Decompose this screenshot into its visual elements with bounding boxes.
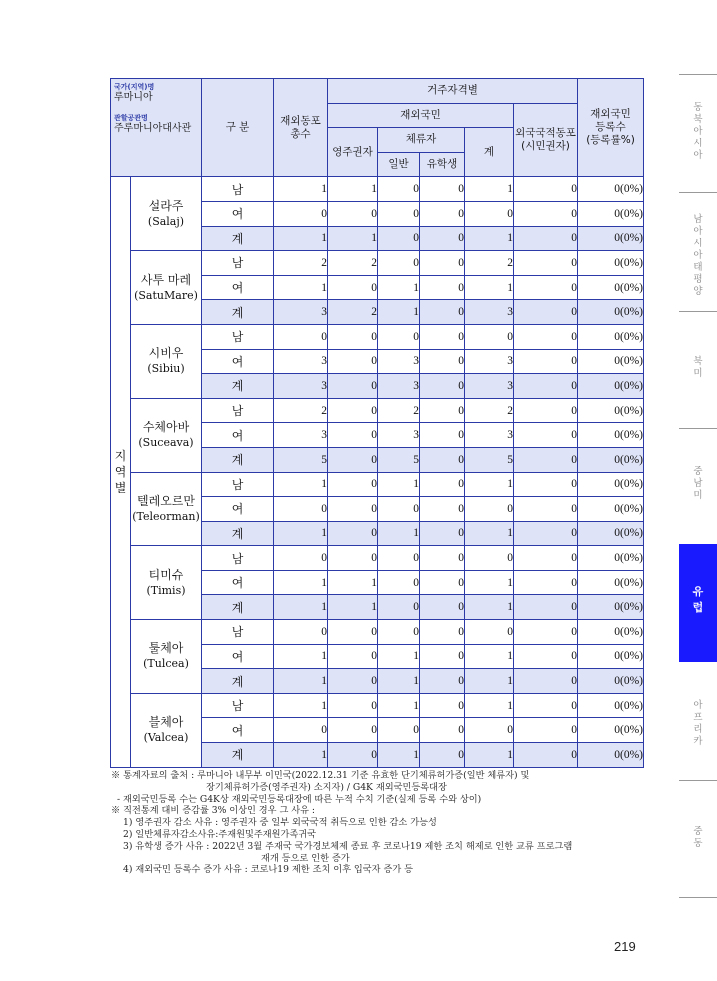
- table-cell: 0: [274, 546, 328, 571]
- table-cell: 0(0%): [578, 497, 644, 522]
- table-cell: 1: [465, 472, 514, 497]
- sidebar-tab-char: 중: [693, 826, 703, 837]
- table-cell: 0(0%): [578, 447, 644, 472]
- table-cell: 0: [420, 521, 465, 546]
- province-name: 설라주 (Salaj): [131, 177, 202, 251]
- table-cell: 5: [465, 447, 514, 472]
- table-cell: 0(0%): [578, 521, 644, 546]
- table-cell: 0: [514, 275, 578, 300]
- category-header: 구 분: [202, 79, 274, 177]
- table-cell: 0: [420, 570, 465, 595]
- table-row: [111, 177, 644, 202]
- table-cell: 1: [465, 521, 514, 546]
- sidebar-tab-char: 프: [693, 712, 703, 723]
- sidebar-tab-char: 태: [693, 262, 703, 273]
- table-cell: 0: [514, 349, 578, 374]
- table-cell: 2: [465, 398, 514, 423]
- table-cell: 0: [465, 620, 514, 645]
- table-cell: 1: [274, 693, 328, 718]
- table-cell: 1: [328, 570, 378, 595]
- table-cell: 0: [420, 177, 465, 202]
- table-cell: 0: [514, 201, 578, 226]
- row-category: 여: [202, 423, 274, 448]
- row-category: 여: [202, 275, 274, 300]
- table-cell: 0: [274, 201, 328, 226]
- table-cell: 1: [465, 743, 514, 768]
- table-cell: 5: [378, 447, 420, 472]
- table-row: [111, 620, 644, 645]
- table-cell: 1: [378, 521, 420, 546]
- row-category: 계: [202, 521, 274, 546]
- table-cell: 1: [465, 177, 514, 202]
- table-cell: 0(0%): [578, 251, 644, 276]
- note-line: 1) 영주권자 감소 사유 : 영주권자 중 일부 외국국적 취득으로 인한 감소 가능성: [123, 817, 437, 829]
- table-cell: 1: [274, 177, 328, 202]
- table-cell: 0: [378, 251, 420, 276]
- sidebar-tab-char: 유: [692, 585, 704, 598]
- table-cell: 0: [328, 497, 378, 522]
- table-cell: 1: [378, 472, 420, 497]
- sidebar-tab-northeast-asia[interactable]: [679, 102, 717, 170]
- table-cell: 0(0%): [578, 595, 644, 620]
- sidebar-tab-europe[interactable]: [679, 544, 717, 662]
- table-cell: 0: [514, 644, 578, 669]
- table-cell: 2: [274, 398, 328, 423]
- table-cell: 0: [420, 398, 465, 423]
- table-cell: 0: [328, 374, 378, 399]
- table-cell: 1: [378, 743, 420, 768]
- table-cell: 1: [274, 669, 328, 694]
- table-cell: 0: [514, 226, 578, 251]
- table-cell: 3: [378, 423, 420, 448]
- row-category: 계: [202, 743, 274, 768]
- table-cell: 1: [274, 226, 328, 251]
- statistics-table: [110, 78, 644, 768]
- table-cell: 0: [378, 226, 420, 251]
- table-cell: 1: [274, 570, 328, 595]
- table-cell: 1: [274, 595, 328, 620]
- row-category: 계: [202, 595, 274, 620]
- table-cell: 1: [465, 644, 514, 669]
- page-number: 219: [614, 939, 636, 954]
- sojourners-header: 체류자: [378, 128, 465, 153]
- note-line: 2) 일반체류자감소사유:주재원및주재원가족귀국: [123, 828, 316, 840]
- table-cell: 0: [328, 423, 378, 448]
- sidebar-tab-char: 아: [693, 226, 703, 237]
- table-cell: 0: [420, 423, 465, 448]
- row-category: 계: [202, 447, 274, 472]
- table-cell: 3: [274, 300, 328, 325]
- table-cell: 0: [420, 669, 465, 694]
- table-cell: 0: [420, 349, 465, 374]
- table-cell: 0: [420, 226, 465, 251]
- table-cell: 0: [514, 718, 578, 743]
- sidebar-divider: [679, 311, 717, 312]
- table-cell: 0(0%): [578, 226, 644, 251]
- table-row: [111, 398, 644, 423]
- row-category: 여: [202, 718, 274, 743]
- table-cell: 1: [328, 226, 378, 251]
- table-cell: 0: [420, 620, 465, 645]
- table-cell: 0: [514, 497, 578, 522]
- table-cell: 0(0%): [578, 177, 644, 202]
- table-cell: 0(0%): [578, 570, 644, 595]
- country-header-cell: [111, 79, 202, 177]
- table-cell: 0: [514, 693, 578, 718]
- table-cell: 3: [274, 374, 328, 399]
- row-category: 남: [202, 620, 274, 645]
- sidebar-tab-char: 북: [693, 114, 703, 125]
- table-cell: 0: [274, 324, 328, 349]
- sidebar-tab-south-asia-pacific[interactable]: [679, 214, 717, 298]
- note-line: 4) 재외국민 등록수 증가 사유 : 코로나19 제한 조치 이후 입국자 증가 등: [123, 864, 414, 876]
- sidebar-tab-africa[interactable]: [679, 700, 717, 752]
- table-cell: 0: [514, 251, 578, 276]
- table-cell: 0: [420, 546, 465, 571]
- note-line: ※ 통계자료의 출처 : 루마니아 내무부 이민국(2022.12.31 기준 유효한 단기체류허가증(일반 체류자) 및: [111, 770, 530, 781]
- row-category: 남: [202, 324, 274, 349]
- row-category: 남: [202, 177, 274, 202]
- sidebar-tab-char: 동: [693, 102, 703, 113]
- table-cell: 5: [274, 447, 328, 472]
- table-cell: 0: [378, 324, 420, 349]
- table-cell: 1: [328, 177, 378, 202]
- table-cell: 2: [328, 300, 378, 325]
- table-cell: 1: [378, 275, 420, 300]
- table-cell: 0(0%): [578, 546, 644, 571]
- table-cell: 1: [465, 669, 514, 694]
- sidebar-tab-char: 시: [693, 138, 703, 149]
- table-cell: 0: [420, 595, 465, 620]
- table-cell: 1: [274, 275, 328, 300]
- table-cell: 1: [378, 693, 420, 718]
- table-row: [111, 472, 644, 497]
- table-cell: 3: [465, 423, 514, 448]
- sidebar-divider: [679, 192, 717, 193]
- region-label: 지 역 별: [111, 177, 131, 767]
- row-category: 계: [202, 226, 274, 251]
- sidebar-tab-char: 중: [693, 466, 703, 477]
- table-cell: 3: [378, 349, 420, 374]
- registered-header: 재외국민 등록수 (등록률%): [578, 79, 644, 177]
- table-cell: 0: [514, 472, 578, 497]
- table-cell: 0: [420, 275, 465, 300]
- table-cell: 3: [465, 300, 514, 325]
- sidebar-tab-char: 평: [693, 274, 703, 285]
- row-category: 여: [202, 497, 274, 522]
- table-cell: 0: [328, 644, 378, 669]
- table-cell: 0: [420, 693, 465, 718]
- row-category: 여: [202, 201, 274, 226]
- table-cell: 0: [514, 595, 578, 620]
- sidebar-tab-char: 양: [693, 286, 703, 297]
- row-category: 계: [202, 374, 274, 399]
- table-cell: 0(0%): [578, 423, 644, 448]
- sidebar-tab-char: 미: [693, 368, 703, 379]
- table-cell: 0: [420, 447, 465, 472]
- table-cell: 0: [378, 595, 420, 620]
- row-category: 계: [202, 300, 274, 325]
- table-cell: 0: [328, 349, 378, 374]
- table-cell: 0: [274, 718, 328, 743]
- note-line: - 재외국민등록 수는 G4K상 재외국민등록대장에 따른 누적 수치 기준(실제 등록 수와 상이): [117, 793, 482, 805]
- table-cell: 0: [378, 497, 420, 522]
- table-cell: 0: [328, 743, 378, 768]
- table-cell: 2: [274, 251, 328, 276]
- province-name: 시비우 (Sibiu): [131, 324, 202, 398]
- sidebar-tab-char: 남: [693, 214, 703, 225]
- table-cell: 0(0%): [578, 275, 644, 300]
- table-cell: 1: [274, 743, 328, 768]
- sidebar-divider: [679, 780, 717, 781]
- table-cell: 1: [465, 570, 514, 595]
- table-cell: 0: [420, 201, 465, 226]
- table-cell: 0: [328, 447, 378, 472]
- table-cell: 0: [514, 177, 578, 202]
- table-cell: 0: [420, 497, 465, 522]
- sidebar-tab-latin-america[interactable]: [679, 466, 717, 506]
- sidebar-tab-char: 리: [693, 724, 703, 735]
- sidebar-tab-char: 시: [693, 238, 703, 249]
- table-cell: 0: [514, 374, 578, 399]
- province-name: 블체아 (Valcea): [131, 693, 202, 767]
- table-cell: 3: [465, 349, 514, 374]
- table-cell: 0: [420, 718, 465, 743]
- foreign-nationality-header: 외국국적동포 (시민권자): [514, 103, 578, 177]
- table-cell: 0: [328, 620, 378, 645]
- table-cell: 0: [328, 669, 378, 694]
- table-row: [111, 251, 644, 276]
- table-cell: 0(0%): [578, 398, 644, 423]
- table-row: [111, 693, 644, 718]
- sidebar-tab-char: 미: [693, 490, 703, 501]
- country-label: 국가(지역)명: [114, 83, 155, 91]
- table-cell: 0: [378, 177, 420, 202]
- table-cell: 0(0%): [578, 669, 644, 694]
- table-cell: 1: [274, 472, 328, 497]
- sidebar-tab-char: 아: [693, 150, 703, 161]
- office-label: 관할공관명: [114, 114, 148, 122]
- row-category: 여: [202, 570, 274, 595]
- sidebar-tab-char: 아: [693, 126, 703, 137]
- table-cell: 0(0%): [578, 718, 644, 743]
- students-header: 유학생: [420, 152, 465, 177]
- general-header: 일반: [378, 152, 420, 177]
- note-line: 3) 유학생 증가 사유 : 2022년 3월 주재국 국가경보체제 종료 후 코로나19 제한 조치 해제로 인한 교류 프로그램: [123, 840, 573, 852]
- table-cell: 1: [465, 226, 514, 251]
- sidebar-tab-char: 남: [693, 478, 703, 489]
- province-name: 티미슈 (Timis): [131, 546, 202, 620]
- table-cell: 1: [378, 300, 420, 325]
- sidebar-tab-middle-east[interactable]: [679, 826, 717, 852]
- table-cell: 0: [465, 324, 514, 349]
- table-cell: 0: [420, 472, 465, 497]
- table-cell: 0: [328, 275, 378, 300]
- table-cell: 0(0%): [578, 620, 644, 645]
- table-cell: 0(0%): [578, 374, 644, 399]
- table-row: [111, 324, 644, 349]
- table-cell: 0: [420, 374, 465, 399]
- table-cell: 0(0%): [578, 300, 644, 325]
- table-cell: 1: [328, 595, 378, 620]
- sidebar-tab-char: 동: [693, 838, 703, 849]
- sidebar-divider: [679, 428, 717, 429]
- table-cell: 0: [328, 521, 378, 546]
- table-cell: 0: [328, 718, 378, 743]
- sidebar-tab-char: 럽: [692, 601, 704, 614]
- table-cell: 0: [420, 644, 465, 669]
- table-cell: 0: [274, 620, 328, 645]
- row-category: 남: [202, 546, 274, 571]
- table-cell: 3: [378, 374, 420, 399]
- table-cell: 0(0%): [578, 324, 644, 349]
- table-cell: 0: [465, 201, 514, 226]
- footnotes: [111, 770, 641, 876]
- table-cell: 0: [420, 743, 465, 768]
- table-cell: 0: [514, 447, 578, 472]
- table-cell: 1: [274, 644, 328, 669]
- table-cell: 0: [328, 324, 378, 349]
- table-cell: 0: [465, 497, 514, 522]
- table-cell: 0: [514, 324, 578, 349]
- table-cell: 0(0%): [578, 472, 644, 497]
- residence-status-header: 거주자격별: [328, 79, 578, 104]
- korean-nationals-header: 재외국민: [328, 103, 514, 128]
- table-cell: 1: [465, 275, 514, 300]
- row-category: 남: [202, 693, 274, 718]
- table-cell: 1: [465, 693, 514, 718]
- note-line: 재개 등으로 인한 증가: [261, 852, 350, 864]
- sidebar-divider: [679, 74, 717, 75]
- table-cell: 0: [328, 693, 378, 718]
- table-cell: 2: [465, 251, 514, 276]
- table-cell: 1: [274, 521, 328, 546]
- table-cell: 0: [465, 546, 514, 571]
- table-row: [111, 546, 644, 571]
- table-cell: 3: [274, 349, 328, 374]
- table-cell: 1: [378, 644, 420, 669]
- table-cell: 0: [514, 620, 578, 645]
- table-cell: 0: [378, 546, 420, 571]
- sidebar-tab-char: 아: [693, 250, 703, 261]
- table-cell: 0: [514, 743, 578, 768]
- province-name: 텔레오르만 (Teleorman): [131, 472, 202, 546]
- table-cell: 0: [328, 398, 378, 423]
- table-cell: 1: [378, 669, 420, 694]
- province-name: 사투 마레 (SatuMare): [131, 251, 202, 325]
- table-cell: 0: [514, 300, 578, 325]
- note-line: ※ 직전통계 대비 증감률 3% 이상인 경우 그 사유 :: [111, 805, 316, 817]
- row-category: 남: [202, 398, 274, 423]
- table-cell: 0: [328, 472, 378, 497]
- subtotal-header: 계: [465, 128, 514, 177]
- table-cell: 3: [274, 423, 328, 448]
- table-cell: 0: [420, 251, 465, 276]
- province-name: 툴체아 (Tulcea): [131, 620, 202, 694]
- sidebar-divider: [679, 897, 717, 898]
- permanent-residents-header: 영주권자: [328, 128, 378, 177]
- table-cell: 3: [465, 374, 514, 399]
- table-cell: 0: [378, 620, 420, 645]
- table-cell: 0: [465, 718, 514, 743]
- sidebar-tab-char: 아: [693, 700, 703, 711]
- table-cell: 0: [378, 718, 420, 743]
- table-cell: 0: [274, 497, 328, 522]
- table-cell: 0: [514, 669, 578, 694]
- table-cell: 0: [514, 570, 578, 595]
- table-cell: 0: [514, 423, 578, 448]
- table-cell: 2: [328, 251, 378, 276]
- table-cell: 0(0%): [578, 201, 644, 226]
- sidebar-tab-char: 북: [693, 356, 703, 367]
- row-category: 남: [202, 251, 274, 276]
- table-cell: 2: [378, 398, 420, 423]
- table-cell: 0: [378, 570, 420, 595]
- row-category: 남: [202, 472, 274, 497]
- sidebar-tab-char: 카: [693, 736, 703, 747]
- table-cell: 0: [514, 546, 578, 571]
- table-cell: 0: [514, 398, 578, 423]
- table-cell: 0(0%): [578, 349, 644, 374]
- table-cell: 0: [420, 324, 465, 349]
- note-line: 장기체류허가증(영주권자) 소지자) / G4K 재외국민등록대장: [206, 781, 447, 793]
- table-cell: 0: [328, 201, 378, 226]
- office-value: 주루마니아대사관: [114, 123, 192, 134]
- sidebar-tab-north-america[interactable]: [679, 356, 717, 382]
- table-cell: 0: [378, 201, 420, 226]
- table-cell: 0(0%): [578, 693, 644, 718]
- country-value: 루마니아: [114, 92, 153, 103]
- table-body: [111, 177, 644, 767]
- row-category: 여: [202, 349, 274, 374]
- table-cell: 0(0%): [578, 743, 644, 768]
- table-cell: 1: [465, 595, 514, 620]
- table-cell: 0: [420, 300, 465, 325]
- table-cell: 0: [328, 546, 378, 571]
- row-category: 계: [202, 669, 274, 694]
- overseas-total-header: 재외동포 총수: [274, 79, 328, 177]
- province-name: 수체아바 (Suceava): [131, 398, 202, 472]
- row-category: 여: [202, 644, 274, 669]
- table-cell: 0: [514, 521, 578, 546]
- table-header: [111, 79, 644, 177]
- table-cell: 0(0%): [578, 644, 644, 669]
